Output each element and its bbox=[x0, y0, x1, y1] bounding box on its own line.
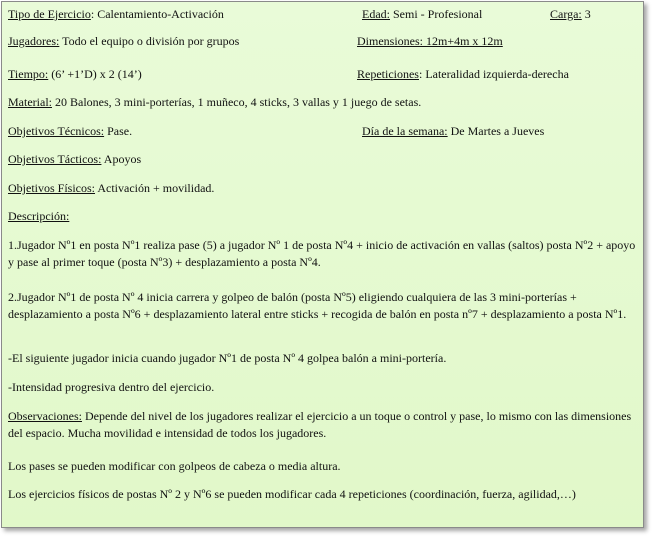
exercise-sheet-card bbox=[1, 1, 644, 528]
objetivos-tacticos-label: Objetivos Tácticos: bbox=[8, 152, 102, 166]
objetivos-tecnicos-label: Objetivos Técnicos: bbox=[8, 124, 105, 138]
descripcion-heading bbox=[8, 209, 69, 223]
repeticiones-value: : Lateralidad izquierda-derecha bbox=[418, 67, 569, 81]
tiempo-value: (6’ +1’D) x 2 (14’) bbox=[48, 67, 142, 81]
jugadores-value: Todo el equipo o división por grupos bbox=[59, 34, 240, 48]
objetivos-tecnicos-field bbox=[8, 124, 132, 138]
objetivos-tecnicos-value: Pase. bbox=[104, 124, 133, 138]
objetivos-tacticos-field bbox=[8, 152, 141, 166]
objetivos-fisicos-field bbox=[8, 181, 214, 195]
descripcion-paragraph-4: -Intensidad progresiva dentro del ejercicio. bbox=[8, 380, 215, 394]
descripcion-paragraph-1: 1.Jugador Nº1 en posta Nº1 realiza pase (5) a jugador Nº 1 de posta Nº4 + inicio de activación en vallas (saltos) posta Nº2 + apoyo y pase al primer toque (posta Nº3) + desplazamiento a posta Nº4. bbox=[8, 238, 636, 269]
dimensiones-value: 12m+4m x 12m bbox=[423, 34, 503, 48]
edad-field bbox=[362, 7, 482, 21]
descripcion-paragraph-3: -El siguiente jugador inicia cuando jugador Nº1 de posta Nº 4 golpea balón a mini-portería. bbox=[8, 351, 447, 365]
descripcion-label: Descripción: bbox=[8, 209, 70, 223]
dimensiones-label: Dimensiones: bbox=[357, 34, 423, 48]
dia-semana-value: De Martes a Jueves bbox=[447, 124, 545, 138]
repeticiones-field bbox=[357, 67, 569, 81]
material-label: Material: bbox=[8, 95, 52, 109]
dimensiones-field bbox=[357, 34, 503, 48]
jugadores-field bbox=[8, 34, 239, 48]
carga-field bbox=[550, 7, 591, 21]
objetivos-fisicos-label: Objetivos Físicos: bbox=[8, 181, 96, 195]
material-value: 20 Balones, 3 mini-porterías, 1 muñeco, 4 sticks, 3 vallas y 1 juego de setas. bbox=[51, 95, 422, 109]
tiempo-field bbox=[8, 67, 142, 81]
observaciones-paragraph-3: Los ejercicios físicos de postas Nº 2 y Nº6 se pueden modificar cada 4 repeticiones (coordinación, fuerza, agilidad,…) bbox=[8, 487, 576, 501]
observaciones-paragraph bbox=[8, 408, 643, 442]
edad-label: Edad: bbox=[362, 7, 390, 21]
tipo-ejercicio-field bbox=[8, 7, 224, 21]
carga-value: 3 bbox=[581, 7, 591, 21]
dia-semana-label: Día de la semana: bbox=[362, 124, 448, 138]
observaciones-text: Depende del nivel de los jugadores realizar el ejercicio a un toque o control y pase, lo mismo con las dimensiones del espacio. Mucha movilidad e intensidad de todos los jugadores. bbox=[8, 409, 632, 440]
objetivos-tacticos-value: Apoyos bbox=[101, 152, 142, 166]
tipo-ejercicio-value: : Calentamiento-Activación bbox=[90, 7, 224, 21]
carga-label: Carga: bbox=[550, 7, 582, 21]
observaciones-label: Observaciones: bbox=[8, 409, 82, 423]
jugadores-label: Jugadores: bbox=[8, 34, 60, 48]
tipo-ejercicio-label: Tipo de Ejercicio bbox=[8, 7, 91, 21]
edad-value: Semi - Profesional bbox=[390, 7, 483, 21]
objetivos-fisicos-value: Activación + movilidad. bbox=[95, 181, 215, 195]
observaciones-paragraph-2: Los pases se pueden modificar con golpeos de cabeza o media altura. bbox=[8, 459, 341, 473]
repeticiones-label: Repeticiones bbox=[357, 67, 419, 81]
material-field bbox=[8, 95, 421, 109]
dia-semana-field bbox=[362, 124, 544, 138]
tiempo-label: Tiempo: bbox=[8, 67, 49, 81]
descripcion-paragraph-2: 2.Jugador Nº1 de posta Nº 4 inicia carrera y golpeo de balón (posta Nº5) eligiendo cualquiera de las 3 mini-porterías + desplazamiento a posta Nº6 + desplazamiento lateral entre sticks + recogida de balón en posta nº7 + desplazamiento a posta Nº1. bbox=[8, 290, 627, 321]
